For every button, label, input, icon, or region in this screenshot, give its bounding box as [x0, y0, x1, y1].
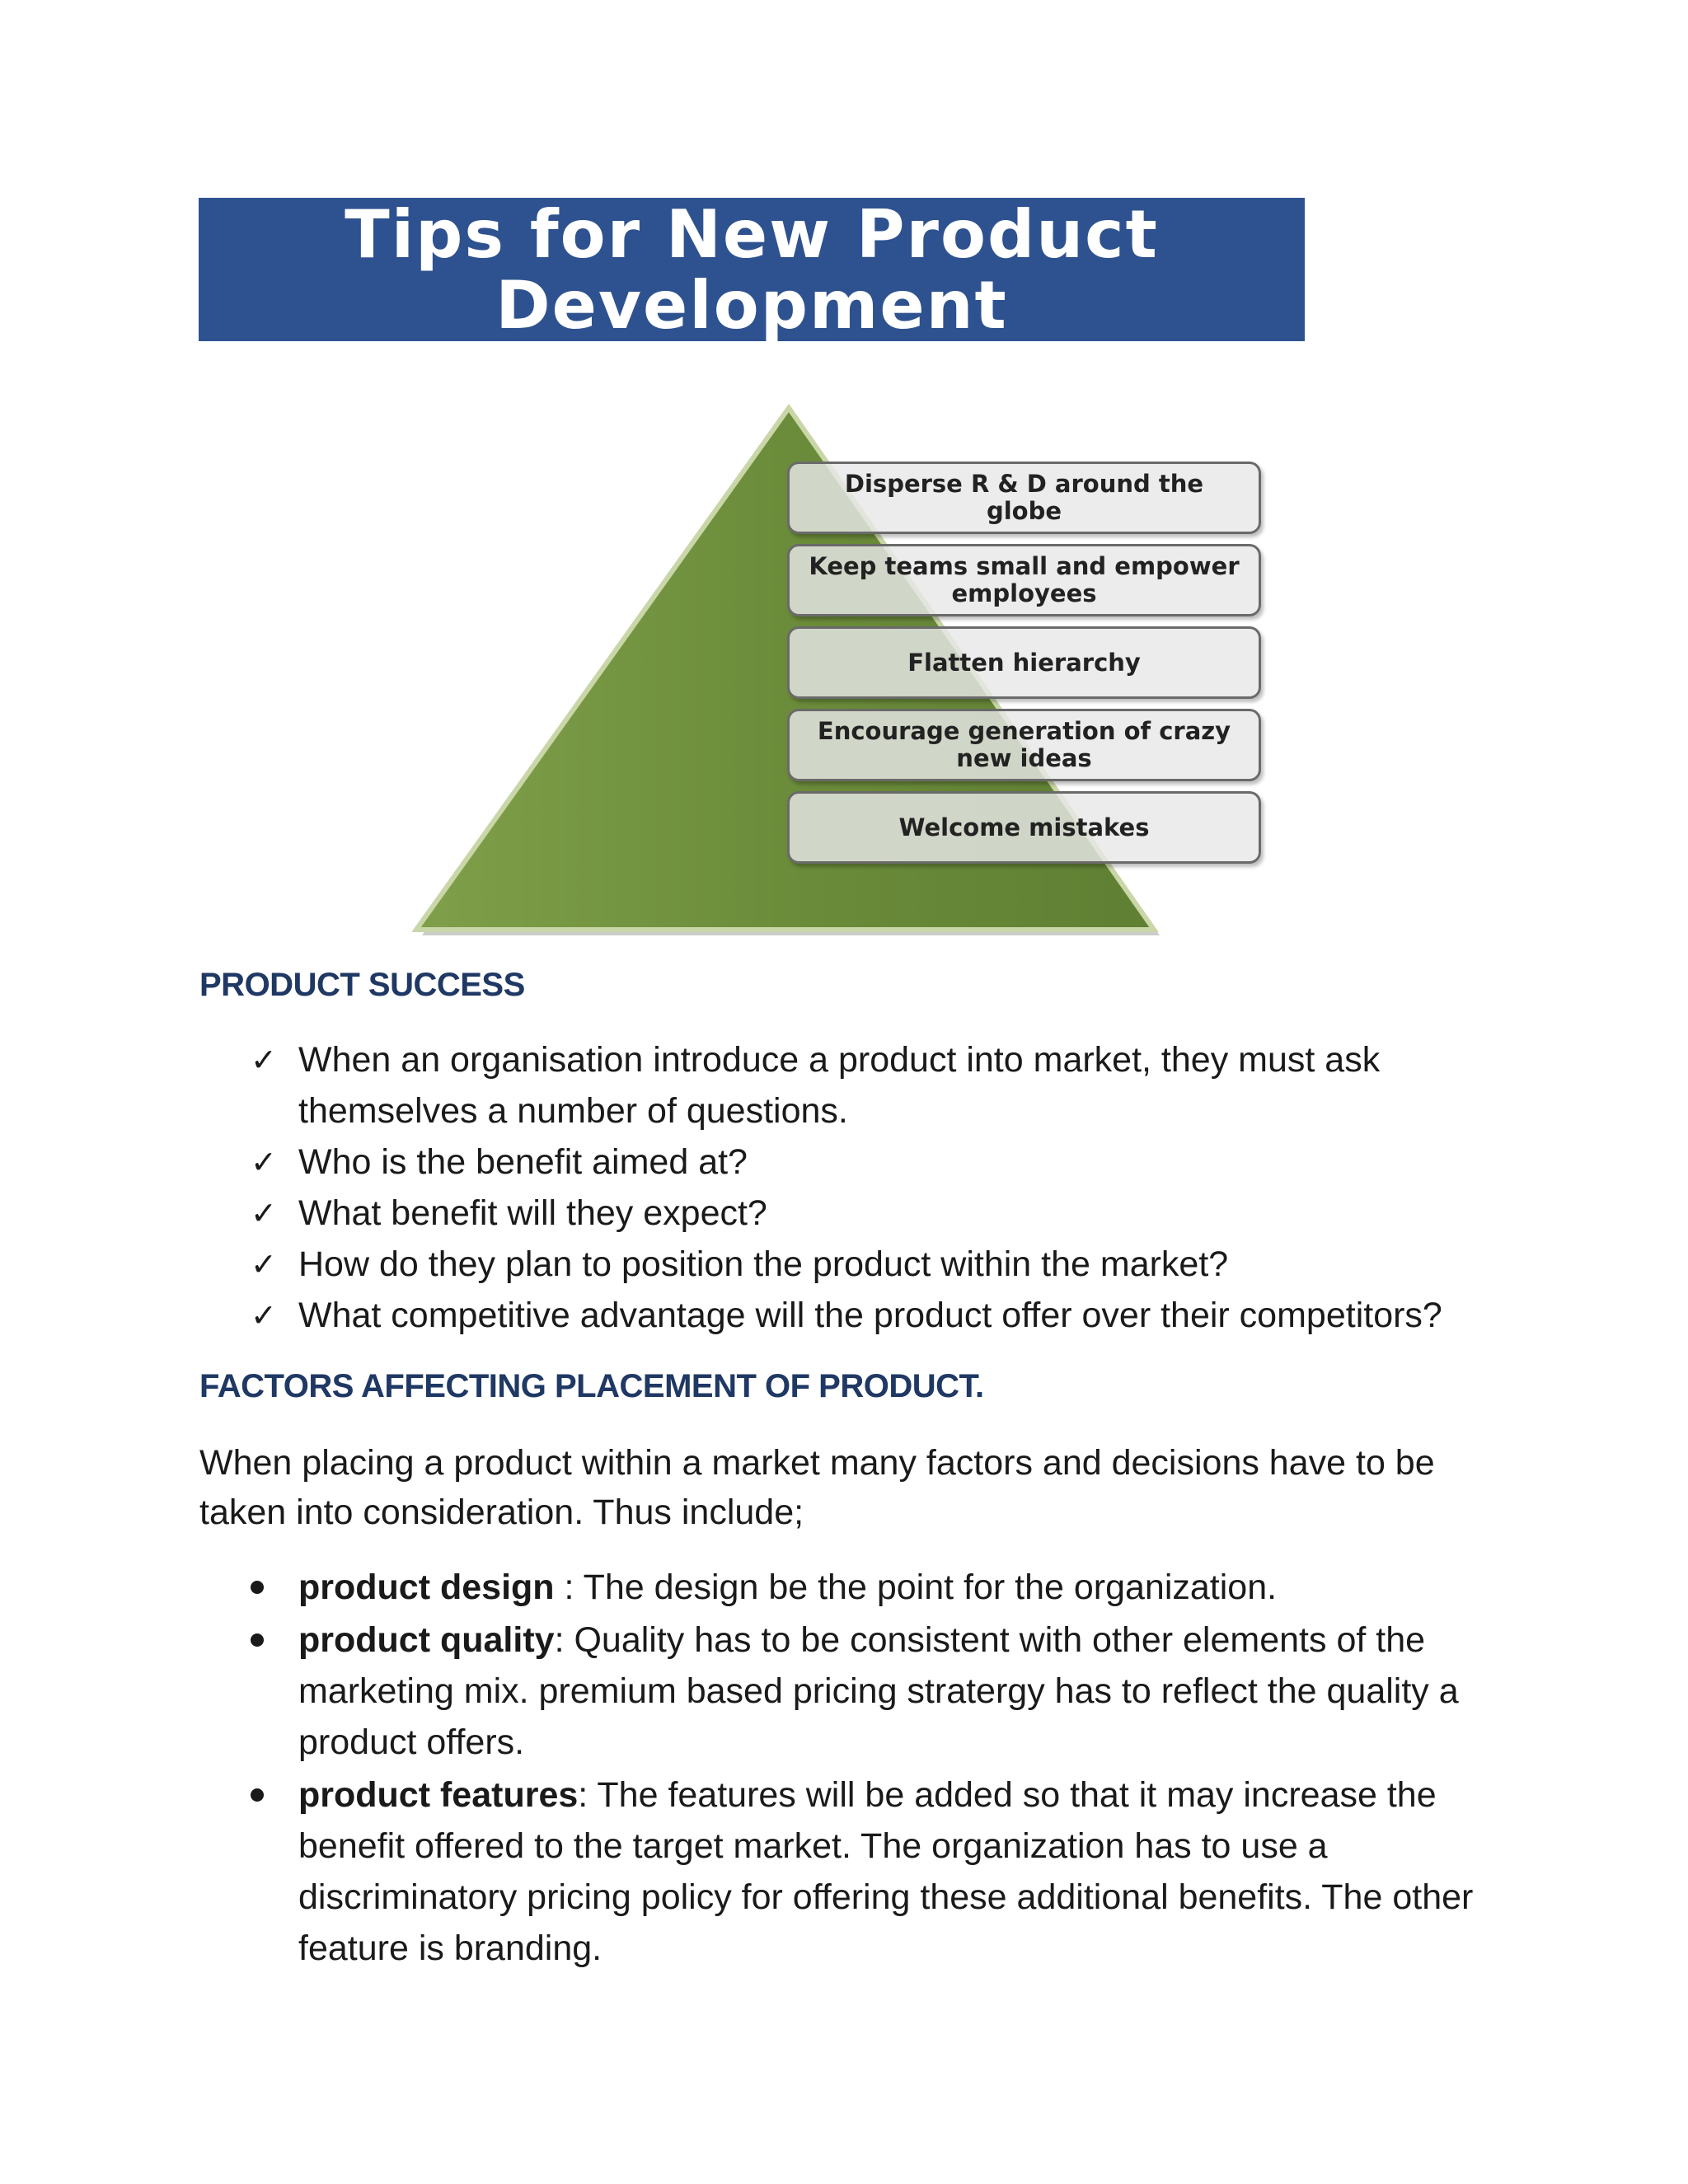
checkmark-icon: ✓ [251, 1042, 277, 1078]
factor-term: product quality [298, 1620, 555, 1660]
title-line-1: Tips for New Product [345, 196, 1159, 273]
checkmark-icon: ✓ [251, 1297, 277, 1333]
factors-heading: FACTORS AFFECTING PLACEMENT OF PRODUCT. [199, 1368, 984, 1404]
bullet-icon [251, 1788, 264, 1802]
list-item-text: When an organisation introduce a product into market, they must ask themselves a number of questions. [298, 1040, 1381, 1131]
title-line-2: Development [495, 267, 1008, 344]
bullet-icon [251, 1581, 264, 1594]
factor-term: product features [298, 1775, 579, 1815]
tip-box-small-teams: Keep teams small and empower employees [787, 544, 1261, 616]
tip-box-disperse-rd: Disperse R & D around the globe [787, 462, 1261, 534]
list-item [199, 1769, 1502, 1974]
factors-list [199, 1562, 1502, 1975]
tip-box-flatten-hierarchy: Flatten hierarchy [787, 626, 1261, 699]
list-item [199, 1615, 1502, 1768]
list-item-text: Who is the benefit aimed at? [298, 1142, 748, 1182]
product-success-list [199, 1034, 1502, 1341]
title-banner [199, 196, 1305, 344]
list-item [199, 1034, 1502, 1137]
checkmark-icon: ✓ [251, 1195, 277, 1231]
factor-description: : The features will be added so that it may increase the benefit offered to the target market. The organization has to use a discriminatory pricing policy for offering these additional benefits. The other feature is branding. [298, 1775, 1474, 1968]
pyramid-diagram [412, 404, 1269, 940]
factor-description: : The design be the point for the organization. [554, 1568, 1278, 1607]
list-item [199, 1562, 1502, 1613]
list-item [199, 1239, 1502, 1290]
list-item-text: What competitive advantage will the product offer over their competitors? [298, 1296, 1442, 1335]
list-item [199, 1137, 1502, 1188]
factor-description: : Quality has to be consistent with other elements of the marketing mix. premium based pricing stratergy has to reflect the quality a product offers. [298, 1620, 1459, 1762]
factor-term: product design [298, 1568, 555, 1607]
product-success-heading: PRODUCT SUCCESS [199, 967, 525, 1003]
list-item [199, 1290, 1502, 1341]
tip-box-welcome-mistakes: Welcome mistakes [787, 791, 1261, 864]
checkmark-icon: ✓ [251, 1144, 277, 1180]
checkmark-icon: ✓ [251, 1246, 277, 1282]
list-item [199, 1188, 1502, 1239]
list-item-text: What benefit will they expect? [298, 1193, 767, 1233]
bullet-icon [251, 1633, 264, 1647]
list-item-text: How do they plan to position the product within the market? [298, 1244, 1229, 1284]
tip-box-crazy-ideas: Encourage generation of crazy new ideas [787, 709, 1261, 781]
factors-intro-paragraph: When placing a product within a market many factors and decisions have to be taken into consideration. Thus include; [199, 1443, 1435, 1532]
